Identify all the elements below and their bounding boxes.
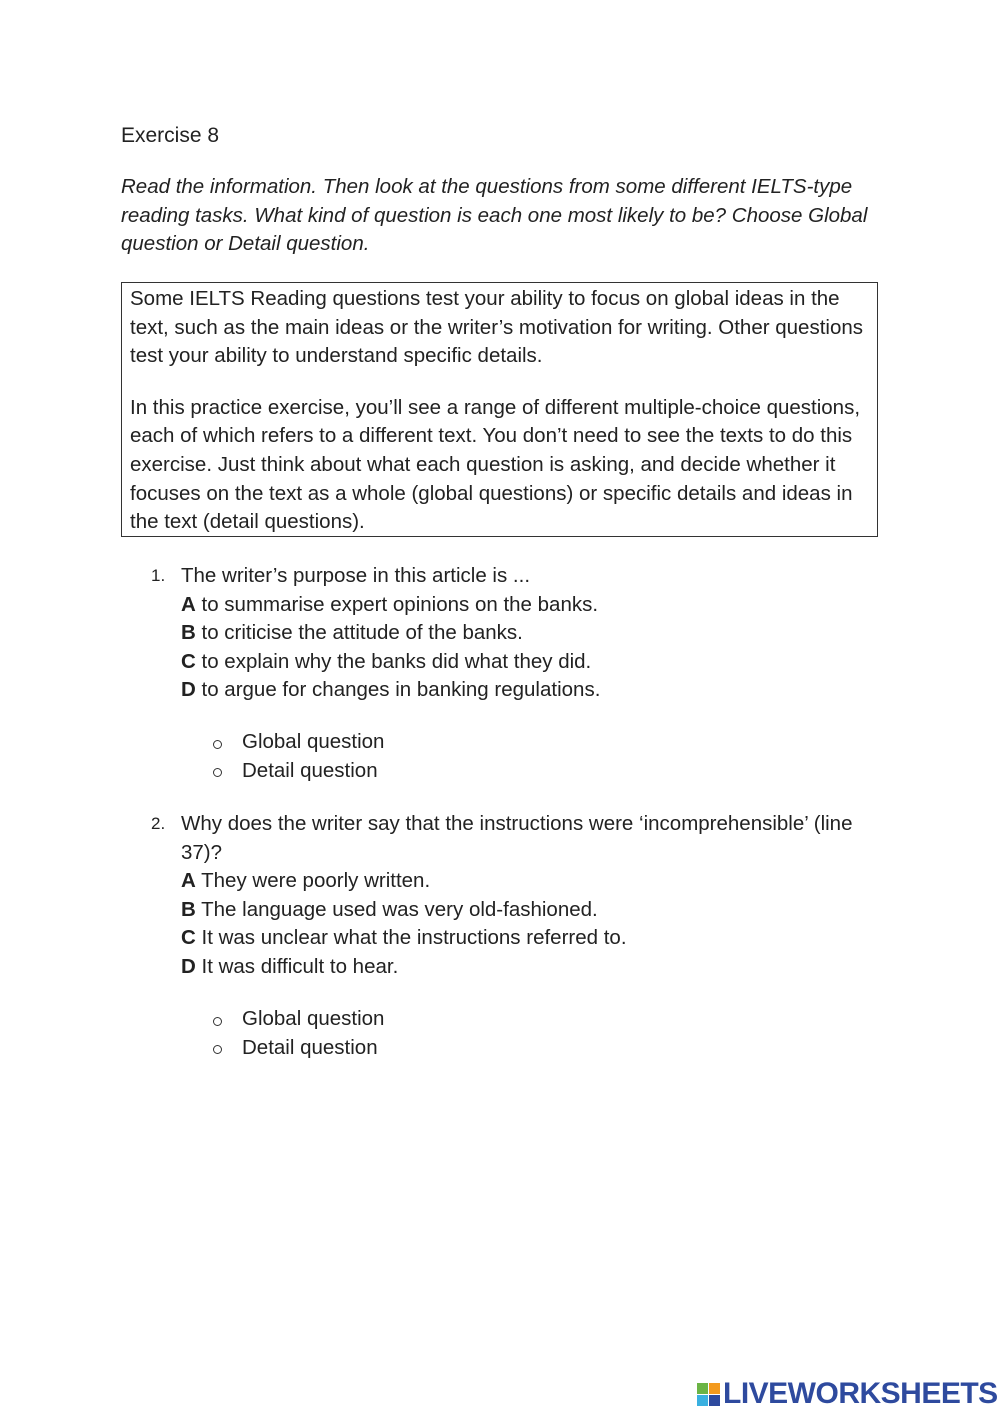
option-text: to criticise the attitude of the banks. [195, 621, 523, 645]
option-c [181, 648, 871, 677]
choice-global-question[interactable] [213, 1005, 613, 1034]
option-a [181, 591, 871, 620]
answer-choices [213, 728, 613, 785]
option-letter: C [181, 649, 196, 673]
choice-label: Global question [242, 730, 385, 753]
option-b [181, 619, 871, 648]
answer-choices [213, 1005, 613, 1062]
option-letter: C [181, 926, 196, 950]
option-letter: A [181, 592, 196, 616]
radio-circle-icon[interactable] [213, 1017, 222, 1026]
option-letter: D [181, 678, 196, 702]
info-paragraph: Some IELTS Reading questions test your ability to focus on global ideas in the text, such as the main ideas or the writer’s motivation for writing. Other questions test your ability to understand specific details. [130, 287, 864, 368]
exercise-instructions: Read the information. Then look at the questions from some different IELTS-type reading tasks. What kind of question is each one most likely to be? Choose Global question or Detail question. [121, 175, 868, 256]
choice-label: Detail question [242, 1035, 378, 1059]
choice-label: Global question [242, 1007, 385, 1030]
option-text: It was unclear what the instructions referred to. [195, 926, 627, 950]
option-text: to explain why the banks did what they did. [195, 649, 592, 673]
info-paragraph: In this practice exercise, you’ll see a range of different multiple-choice questions, each of which refers to a different text. You don’t need to see the texts to do this exercise. Just think about what each question is asking, and decide whether it focuses on the text as a whole (global questions) or specific details and ideas in the text (detail questions). [130, 395, 861, 534]
option-d [181, 953, 871, 982]
option-text: to summarise expert opinions on the banks. [195, 592, 599, 616]
choice-detail-question[interactable] [213, 1034, 613, 1063]
liveworksheets-logo[interactable] [697, 1376, 998, 1412]
question-body [181, 810, 871, 982]
radio-circle-icon[interactable] [213, 740, 222, 749]
option-d [181, 676, 871, 705]
option-letter: B [181, 621, 196, 645]
choice-detail-question[interactable] [213, 757, 613, 786]
choice-label: Detail question [242, 758, 378, 782]
liveworksheets-logo-icon [697, 1381, 721, 1407]
option-a [181, 867, 871, 896]
option-letter: D [181, 954, 196, 978]
option-b [181, 896, 871, 925]
option-letter: B [181, 897, 196, 921]
question-number: 1. [151, 566, 166, 585]
choice-global-question[interactable] [213, 728, 613, 757]
question-number: 2. [151, 814, 166, 833]
exercise-title: Exercise 8 [121, 124, 220, 147]
radio-circle-icon[interactable] [213, 768, 222, 777]
radio-circle-icon[interactable] [213, 1045, 222, 1054]
logo-text: LIVEWORKSHEETS [723, 1377, 998, 1410]
option-c [181, 924, 871, 953]
question-text: The writer’s purpose in this article is ... [181, 564, 531, 587]
question-body [181, 562, 871, 705]
option-text: to argue for changes in banking regulations. [195, 678, 601, 702]
option-text: The language used was very old-fashioned. [195, 897, 598, 921]
option-text: They were poorly written. [195, 869, 431, 893]
question-text: Why does the writer say that the instructions were ‘incomprehensible’ (line 37)? [181, 812, 853, 864]
option-text: It was difficult to hear. [195, 954, 399, 978]
info-box [121, 282, 878, 537]
option-letter: A [181, 869, 196, 893]
